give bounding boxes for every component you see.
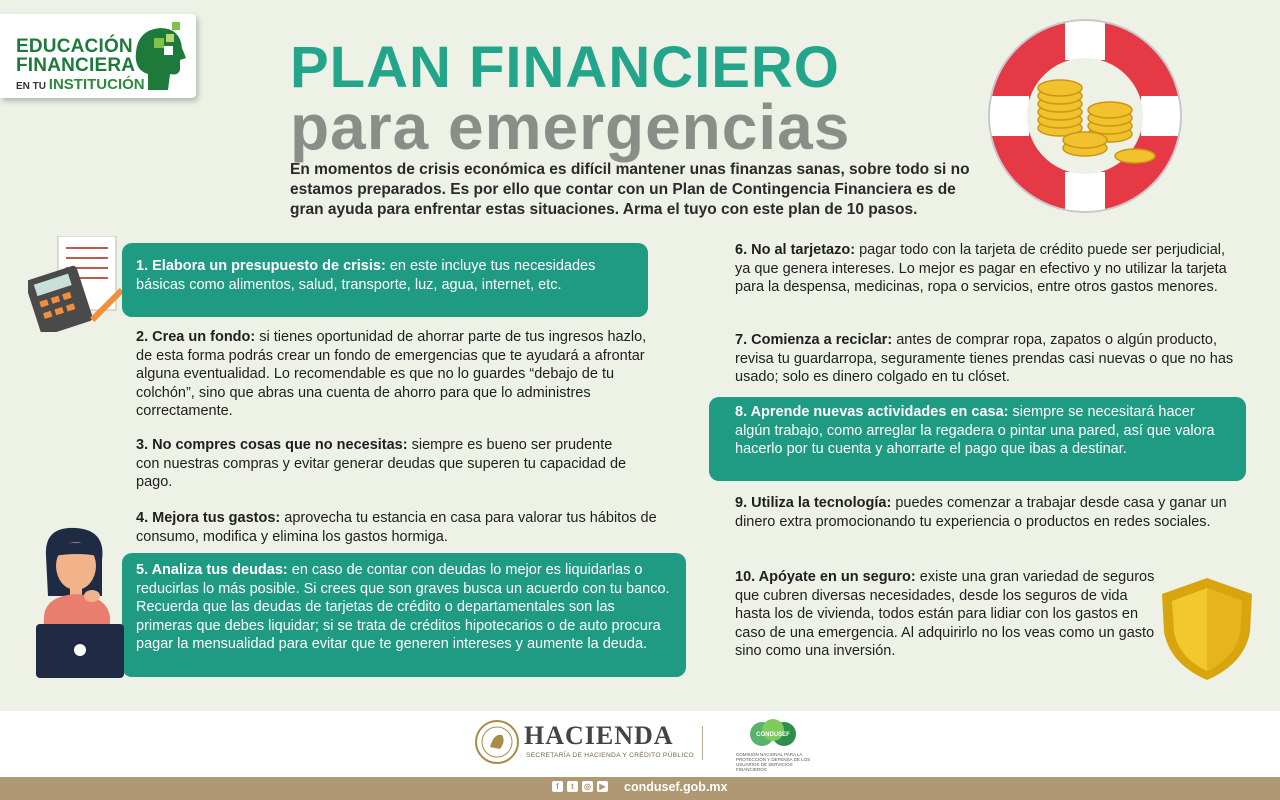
step-6-heading: 6. No al tarjetazo: <box>735 242 856 258</box>
page-subtitle: para emergencias <box>290 91 851 163</box>
step-3-heading: 3. No compres cosas que no necesitas: <box>136 437 408 453</box>
step-5-heading: 5. Analiza tus deudas: <box>136 562 288 578</box>
step-4 <box>136 509 666 546</box>
step-1-text: en este incluye tus necesidades básicas como alimentos, salud, transporte, luz, agua, internet, etc. <box>136 258 596 293</box>
step-8-box <box>709 397 1246 481</box>
step-10-text: existe una gran variedad de seguros que cubren diversas necesidades, desde los seguros de vida hasta los de vivienda, todos están para lidiar con los gastos en caso de una emergencia. Al adquirirlo no los veas como un gasto sino como una inversión. <box>735 569 1155 659</box>
step-7-heading: 7. Comienza a reciclar: <box>735 332 893 348</box>
step-6-text: pagar todo con la tarjeta de crédito puede ser perjudicial, ya que genera intereses. Lo mejor es pagar en efectivo y no utilizar la tarjeta para la despensa, medicinas, ropa o servicios, entre otros gastos menores. <box>735 242 1227 295</box>
step-3 <box>136 436 636 492</box>
step-4-text: aprovecha tu estancia en casa para valorar tus hábitos de consumo, modifica y elimina los gastos hormiga. <box>136 510 657 545</box>
step-1-heading: 1. Elabora un presupuesto de crisis: <box>136 258 386 274</box>
step-10 <box>735 568 1160 661</box>
life-ring-coins-icon <box>985 16 1185 216</box>
step-10-heading: 10. Apóyate en un seguro: <box>735 569 916 585</box>
youtube-icon[interactable]: ▶ <box>597 781 608 792</box>
hacienda-logo-text: HACIENDA <box>524 721 674 750</box>
step-9-text: puedes comenzar a trabajar desde casa y ganar un dinero extra promocionando tu experiencia o productos en redes sociales. <box>735 495 1227 530</box>
footer-divider <box>702 726 703 760</box>
step-1-box <box>122 243 648 317</box>
step-7 <box>735 331 1235 387</box>
step-8-heading: 8. Aprende nuevas actividades en casa: <box>735 404 1009 420</box>
condusef-logo-text: CONDUSEF <box>756 732 790 738</box>
social-icons <box>552 781 608 792</box>
step-2-text: si tienes oportunidad de ahorrar parte de tus ingresos hazlo, de esta forma podrás crear un fondo de emergencias que te ayudará a afrontar alguna eventualidad. Lo recomendable es que no lo guardes “debajo de tu colchón”, sino que abras una cuenta de ahorro para que lo administres correctamente. <box>136 329 647 419</box>
educacion-financiera-logo <box>0 14 196 98</box>
head-puzzle-icon <box>128 22 186 92</box>
step-2 <box>136 328 661 421</box>
step-2-heading: 2. Crea un fondo: <box>136 329 256 345</box>
step-8-text: siempre se necesitará hacer algún trabajo, como arreglar la regadera o pintar una pared, así que valora hacerlo por tu cuenta y ahorrarte el pago que ibas a destinar. <box>735 404 1215 457</box>
facebook-icon[interactable]: f <box>552 781 563 792</box>
condusef-subtitle: COMISIÓN NACIONAL PARA LA PROTECCIÓN Y DEFENSA DE LOS USUARIOS DE SERVICIOS FINANCIEROS <box>736 752 811 772</box>
woman-laptop-icon <box>32 526 132 678</box>
step-7-text: antes de comprar ropa, zapatos o algún producto, revisa tu guardarropa, seguramente tienes prendas casi nuevas o que no has usado; solo es dinero colgado en tu clóset. <box>735 332 1234 385</box>
calculator-budget-icon <box>28 236 128 332</box>
website-link[interactable]: condusef.gob.mx <box>624 780 728 794</box>
step-9-heading: 9. Utiliza la tecnología: <box>735 495 892 511</box>
step-5-text: en caso de contar con deudas lo mejor es liquidarlas o reducirlas lo más posible. Si crees que son graves busca un acuerdo con tu banco. Recuerda que las deudas de tarjetas de crédito o departamentales son las primeras que debes liquidar; si se trata de créditos hipotecarios o de auto procura pagar la mensualidad para evitar que te generen intereses y aumente la deuda. <box>136 562 670 652</box>
step-5-box <box>122 553 686 677</box>
hacienda-subtitle: SECRETARÍA DE HACIENDA Y CRÉDITO PÚBLICO <box>526 752 694 759</box>
logo-line3-small: EN TU <box>16 81 46 92</box>
logo-line3-big: INSTITUCIÓN <box>48 76 145 93</box>
step-4-heading: 4. Mejora tus gastos: <box>136 510 281 526</box>
logo-line3 <box>16 76 145 93</box>
intro-paragraph: En momentos de crisis económica es difícil mantener unas finanzas sanas, sobre todo si no estamos preparados. Es por ello que contar con un Plan de Contingencia Financiera es de gran ayuda para enfrentar estas situaciones. Arma el tuyo con este plan de 10 pasos. <box>290 161 970 218</box>
mexico-seal-icon <box>474 719 520 765</box>
logo-line2: FINANCIERA <box>16 55 136 76</box>
shield-icon <box>1158 576 1256 682</box>
logo-line1: EDUCACIÓN <box>16 36 133 57</box>
step-6 <box>735 241 1235 297</box>
twitter-icon[interactable]: t <box>567 781 578 792</box>
step-3-text: siempre es bueno ser prudente con nuestras compras y evitar generar deudas que superen tu capacidad de pago. <box>136 437 627 490</box>
step-9 <box>735 494 1235 531</box>
instagram-icon[interactable]: ◎ <box>582 781 593 792</box>
page-title: PLAN FINANCIERO <box>290 35 840 100</box>
